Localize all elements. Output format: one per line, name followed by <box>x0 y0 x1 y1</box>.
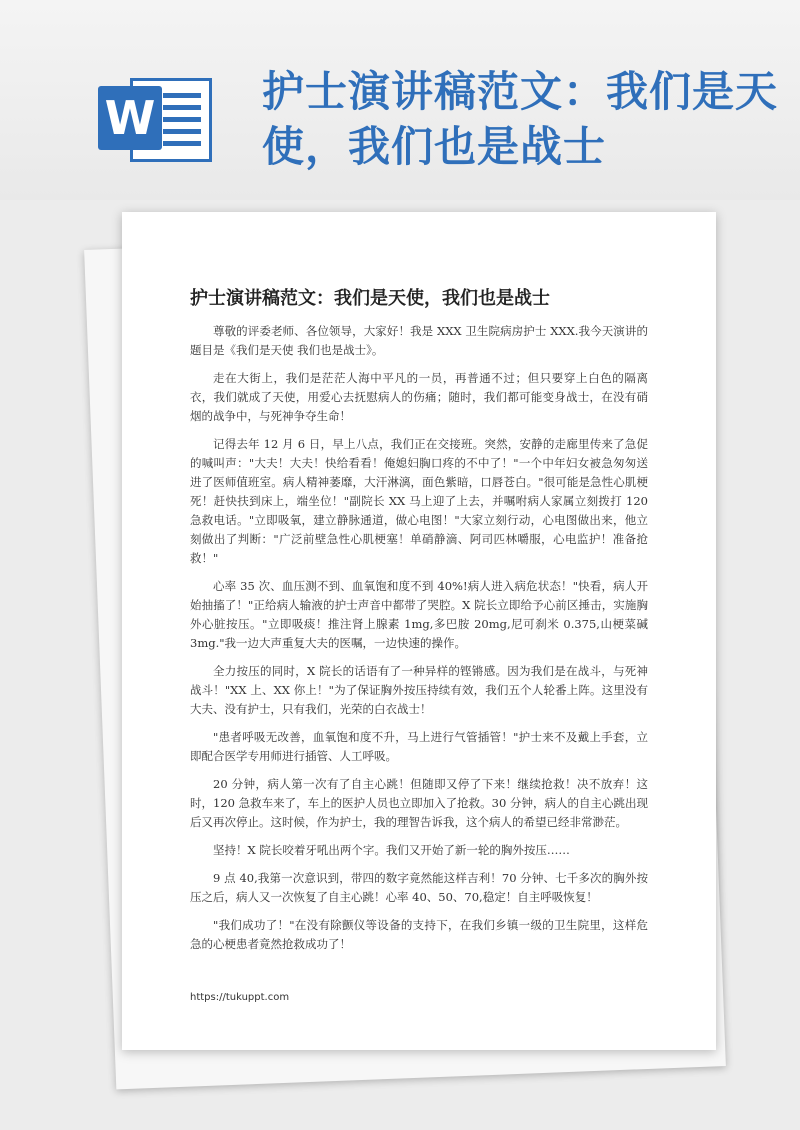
paragraph-7: 20 分钟，病人第一次有了自主心跳！但随即又停了下来！继续抢救！决不放弃！这时，120 急救车来了，车上的医护人员也立即加入了抢救。30 分钟，病人的自主心跳出现后又再次停止。这时候，作为护士，我的理智告诉我，这个病人的希望已经非常渺茫。 <box>190 777 648 829</box>
word-document-icon <box>98 72 216 172</box>
paragraph-1: 尊敬的评委老师、各位领导，大家好！我是 XXX 卫生院病房护士 XXX.我今天演讲的题目是《我们是天使 我们也是战士》。 <box>190 324 648 357</box>
banner <box>0 0 800 200</box>
paragraph-3: 记得去年 12 月 6 日，早上八点，我们正在交接班。突然，安静的走廊里传来了急促的喊叫声："大夫！大夫！快给看看！俺媳妇胸口疼的不中了！"一个中年妇女被急匆匆送进了医师值班室。病人精神萎靡，大汗淋漓，面色紫暗，口唇苍白。"很可能是急性心肌梗死！赶快扶到床上，端坐位！"副院长 XX 马上迎了上去，并嘱咐病人家属立刻拨打 120 急救电话。"立即吸氧，建立静脉通道，做心电图！"大家立刻行动，心电图做出来，他立刻做出了判断："广泛前壁急性心肌梗塞！单硝静滴、阿司匹林嚼服，心电监护！准备抢救！" <box>190 437 648 565</box>
paragraph-9: 9 点 40,我第一次意识到，带四的数字竟然能这样吉利！70 分钟、七千多次的胸外按压之后，病人又一次恢复了自主心跳！心率 40、50、70,稳定！自主呼吸恢复！ <box>190 871 648 904</box>
banner-title: 护士演讲稿范文：我们是天使，我们也是战士 <box>262 67 779 171</box>
footer-url[interactable]: https://tukuppt.com <box>190 992 290 1003</box>
word-letter-icon: W <box>98 86 162 150</box>
paragraph-10: "我们成功了！"在没有除颤仪等设备的支持下，在我们乡镇一级的卫生院里，这样危急的心梗患者竟然抢救成功了！ <box>190 918 648 951</box>
paragraph-2: 走在大街上，我们是茫茫人海中平凡的一员，再普通不过；但只要穿上白色的隔离衣，我们就成了天使，用爱心去抚慰病人的伤痛；随时，我们都可能变身战士，在没有硝烟的战争中，与死神争夺生命！ <box>190 371 648 423</box>
document-body <box>190 322 648 963</box>
paragraph-5: 全力按压的同时，X 院长的话语有了一种异样的铿锵感。因为我们是在战斗，与死神战斗！"XX 上、XX 你上！"为了保证胸外按压持续有效，我们五个人轮番上阵。这里没有大夫、没有护士，只有我们，光荣的白衣战士！ <box>190 664 648 716</box>
document-title: 护士演讲稿范文：我们是天使，我们也是战士 <box>190 288 550 309</box>
paragraph-6: "患者呼吸无改善，血氧饱和度不升，马上进行气管插管！"护士来不及戴上手套，立即配合医学专用师进行插管、人工呼吸。 <box>190 730 648 763</box>
paragraph-8: 坚持！X 院长咬着牙吼出两个字。我们又开始了新一轮的胸外按压…… <box>213 843 570 857</box>
paragraph-4: 心率 35 次、血压测不到、血氧饱和度不到 40%!病人进入病危状态！"快看，病人开始抽搐了！"正给病人输液的护士声音中都带了哭腔。X 院长立即给予心前区捶击，实施胸外心脏按压。"立即吸痰！推注肾上腺素 1mg,多巴胺 20mg,尼可刹米 0.375,山梗菜碱 3mg."我一边大声重复大夫的医嘱，一边快速的操作。 <box>190 579 648 650</box>
document-page <box>122 212 716 1050</box>
